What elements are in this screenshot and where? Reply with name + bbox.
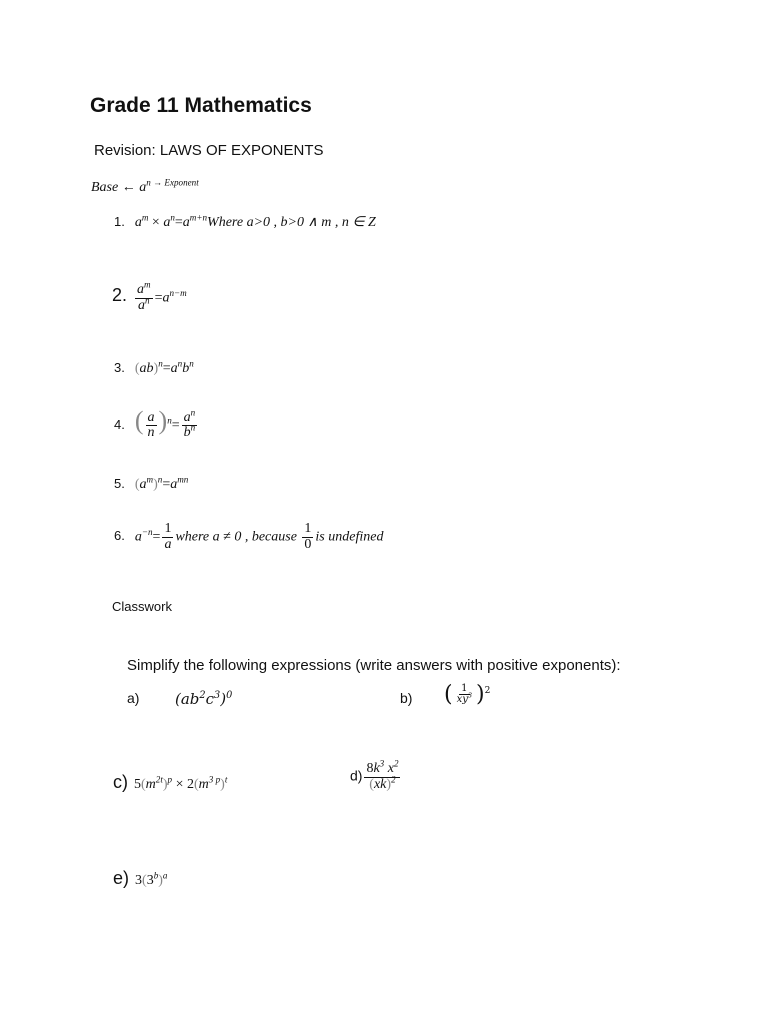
law-number: 2. [112, 285, 128, 306]
law-6-undefined: is undefined [315, 529, 384, 545]
exercise-a-expression: $(ab^2c^3)^0$ [175, 690, 233, 708]
law-number: 4. [114, 417, 125, 432]
law-6: 6. $a^{-n}=$ $\frac{1}{a}$ where a ≠ 0 , because $\frac{1}{0}$ is undefined [114, 521, 384, 552]
exponent-label: → Exponent [153, 177, 199, 188]
base-a: a [139, 180, 147, 195]
arrow-left-icon: ← [121, 180, 136, 195]
exercise-e-expression: $3(3^b)^a$ [135, 870, 168, 888]
law-number: 3. [114, 360, 125, 375]
exercise-c-label: c) [113, 772, 128, 792]
exercise-d-expression: $\frac{8k^3 x^2}{(xk)^2}$ [366, 758, 399, 792]
exercise-d [350, 758, 402, 792]
law-4: 4. ( $\frac{a}{n}$ )$^n$= $\frac{a^n}{b^n}$ [114, 406, 196, 441]
law-number: 6. [114, 528, 125, 544]
law-3: 3. $(ab)^n=a^nb^n$ [114, 358, 194, 376]
base-exponent-line [91, 177, 199, 196]
base-label: Base [91, 180, 119, 195]
page-subtitle: Revision: LAWS OF EXPONENTS [94, 142, 324, 159]
law-6-where: where a ≠ 0 , because [175, 529, 297, 545]
exercise-e-label: e) [113, 868, 130, 888]
exercise-c-expression: $5(m^{2t})^p \times 2(m^{3 p})^t$ [134, 774, 228, 792]
classwork-label: Classwork [112, 599, 172, 614]
exercise-e [113, 868, 167, 889]
law-2: 2. $\frac{a^m}{a^n}$ $=a^{n-m}$ [112, 279, 187, 313]
exercise-a-label: a) [127, 690, 140, 706]
base-n: n [146, 177, 151, 188]
exercise-d-label: d) [350, 767, 363, 784]
page-title: Grade 11 Mathematics [90, 94, 312, 117]
exercise-b-expression: ( $\frac{1}{xy^3}$ )$^2$ [444, 682, 491, 707]
law-number: 5. [114, 476, 125, 491]
law-5: 5. $(a^m)^n=a^{mn}$ [114, 474, 189, 492]
law-number: 1. [114, 214, 125, 229]
law-1: 1. $a^m$ × $a^n=a^{m+n}Where$ a>0 , b>0 ∧ m , n ∈ Z [114, 212, 376, 230]
exercise-c [113, 772, 227, 793]
exercise-b-label: b) [400, 690, 413, 706]
law-1-condition: Where a>0 , b>0 ∧ m , n ∈ Z [207, 215, 376, 230]
instruction-text: Simplify the following expressions (write answers with positive exponents): [127, 657, 621, 674]
